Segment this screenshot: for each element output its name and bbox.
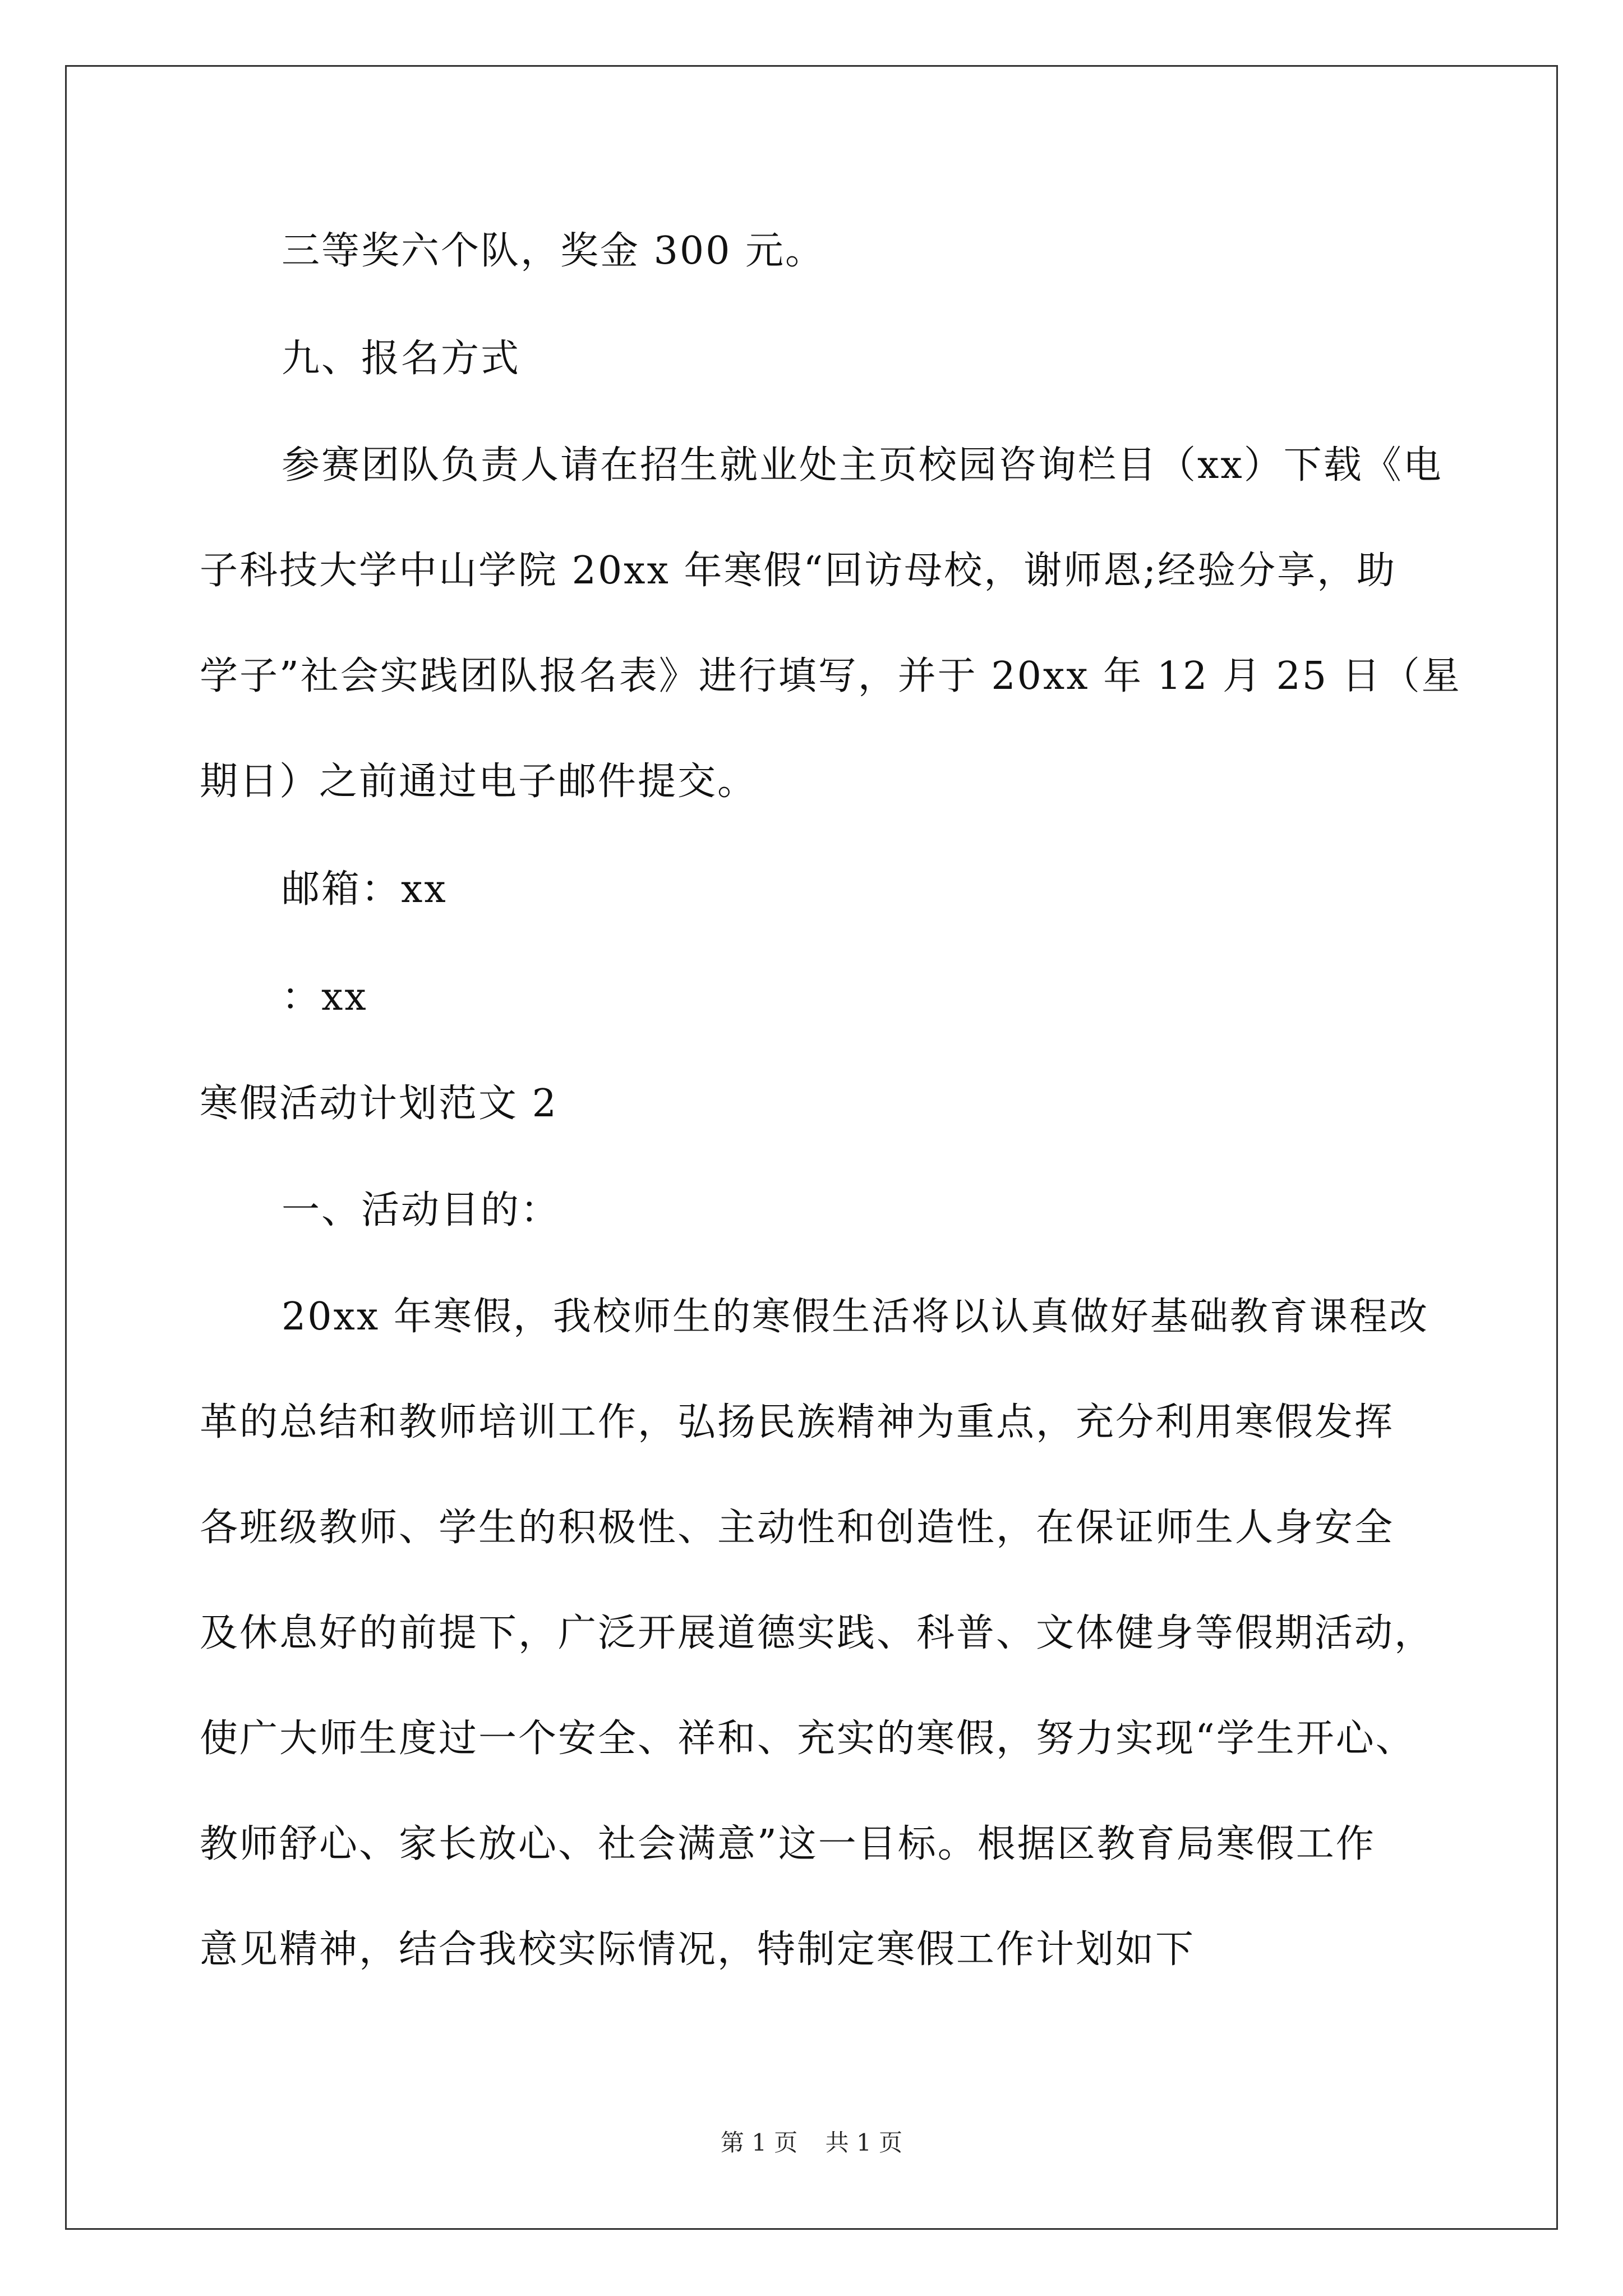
paragraph-purpose-line: 使广大师生度过一个安全、祥和、充实的寒假，努力实现“学生开心、 [200,1717,1415,1761]
paragraph-registration-line: 期日）之前通过电子邮件提交。 [200,760,758,804]
page-footer [0,2129,1623,2157]
paragraph-purpose-line: 教师舒心、家长放心、社会满意”这一目标。根据区教育局寒假工作 [200,1822,1376,1866]
paragraph-purpose-line: 及休息好的前提下，广泛开展道德实践、科普、文体健身等假期活动， [200,1611,1435,1655]
paragraph-prize-third: 三等奖六个队，奖金 300 元。 [282,229,826,273]
heading-registration: 九、报名方式 [282,337,521,381]
email-line: 邮箱：xx [282,867,448,912]
page-number: 第 1 页 [720,2129,798,2156]
contact-line: ：xx [282,975,368,1019]
paragraph-purpose-line: 各班级教师、学生的积极性、主动性和创造性，在保证师生人身安全 [200,1506,1395,1550]
heading-purpose: 一、活动目的： [282,1188,561,1232]
paragraph-purpose-line: 20xx 年寒假，我校师生的寒假生活将以认真做好基础教育课程改 [282,1295,1429,1339]
page-border [65,65,1558,2230]
paragraph-purpose-line: 意见精神，结合我校实际情况，特制定寒假工作计划如下 [200,1927,1196,1972]
paragraph-registration-line: 参赛团队负责人请在招生就业处主页校园咨询栏目（xx）下载《电 [282,443,1443,487]
paragraph-registration-line: 子科技大学中山学院 20xx 年寒假“回访母校，谢师恩;经验分享，助 [200,549,1397,593]
section-title: 寒假活动计划范文 2 [200,1082,558,1126]
paragraph-registration-line: 学子”社会实践团队报名表》进行填写，并于 20xx 年 12 月 25 日（星 [200,654,1461,698]
paragraph-purpose-line: 革的总结和教师培训工作，弘扬民族精神为重点，充分利用寒假发挥 [200,1400,1395,1444]
page-total: 共 1 页 [825,2129,903,2156]
